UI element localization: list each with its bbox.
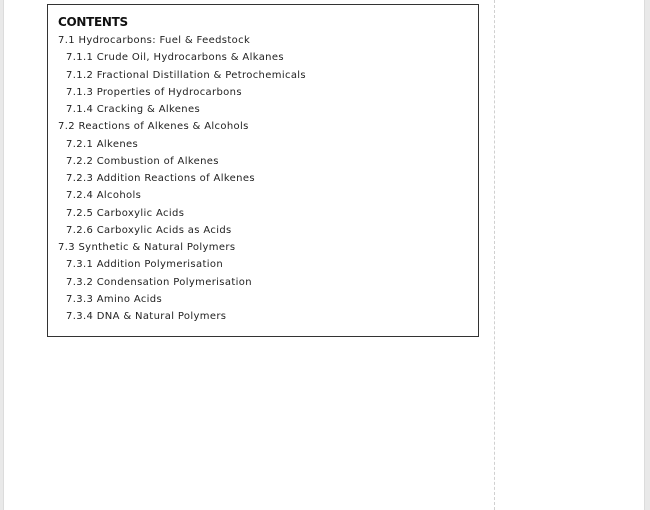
toc-subsection-7-1-4[interactable]: 7.1.4 Cracking & Alkenes	[66, 104, 201, 115]
toc-title: CONTENTS	[58, 15, 128, 29]
toc-subsection-7-3-1[interactable]: 7.3.1 Addition Polymerisation	[66, 259, 224, 271]
toc-section-7-2[interactable]: 7.2 Reactions of Alkenes & Alcohols	[58, 121, 249, 133]
toc-subsection-7-2-4[interactable]: 7.2.4 Alcohols	[66, 190, 142, 202]
table-of-contents	[47, 4, 479, 337]
toc-subsection-7-2-5[interactable]: 7.2.5 Carboxylic Acids	[66, 207, 185, 219]
toc-subsection-7-2-2[interactable]: 7.2.2 Combustion of Alkenes	[66, 155, 219, 167]
toc-subsection-7-1-3[interactable]: 7.1.3 Properties of Hydrocarbons	[66, 86, 242, 98]
toc-subsection-7-3-2[interactable]: 7.3.2 Condensation Polymerisation	[66, 276, 252, 288]
toc-subsection-7-2-1[interactable]: 7.2.1 Alkenes	[66, 138, 139, 150]
toc-subsection-7-3-3[interactable]: 7.3.3 Amino Acids	[66, 293, 163, 305]
toc-subsection-7-2-3[interactable]: 7.2.3 Addition Reactions of Alkenes	[66, 173, 255, 184]
toc-section-7-3[interactable]: 7.3 Synthetic & Natural Polymers	[58, 242, 236, 253]
toc-subsection-7-1-1[interactable]: 7.1.1 Crude Oil, Hydrocarbons & Alkanes	[66, 52, 284, 64]
toc-list	[58, 32, 468, 325]
toc-section-7-1[interactable]: 7.1 Hydrocarbons: Fuel & Feedstock	[58, 35, 251, 46]
column-guide-line	[494, 0, 495, 510]
toc-subsection-7-3-4[interactable]: 7.3.4 DNA & Natural Polymers	[66, 311, 227, 322]
document-page	[3, 0, 645, 510]
toc-subsection-7-1-2[interactable]: 7.1.2 Fractional Distillation & Petrochemicals	[66, 69, 306, 81]
toc-subsection-7-2-6[interactable]: 7.2.6 Carboxylic Acids as Acids	[66, 224, 232, 236]
